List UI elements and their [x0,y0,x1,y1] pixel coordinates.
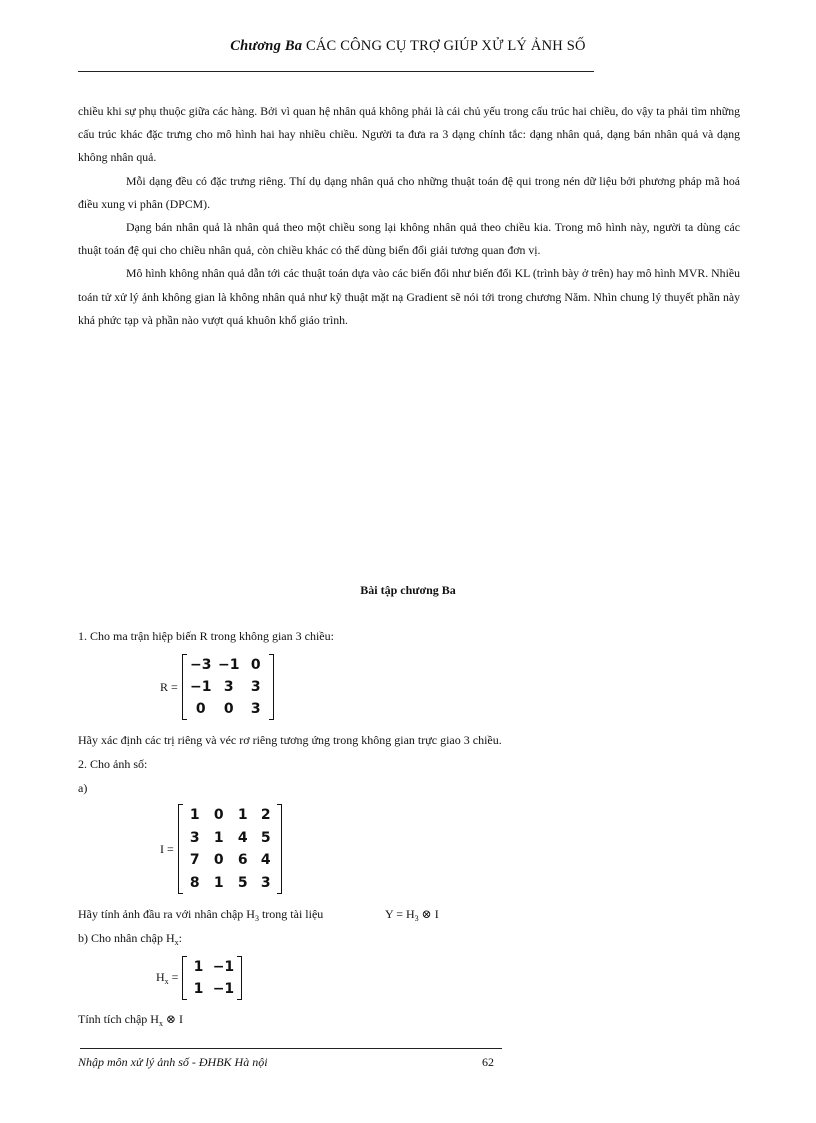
paragraph: chiều khi sự phụ thuộc giữa các hàng. Bởi vì quan hệ nhân quả không phải là cái chủ yếu trong cấu trúc hai chiều, do vậy ta phải tìm những cấu trúc khác đặc trưng cho mô hình hai hay nhiều chiều. Người ta đưa ra 3 dạng chính tắc: dạng nhân quả, dạng bán nhân quả và dạng không nhân quả. [78,104,740,165]
right-bracket [277,804,282,894]
matrix-r [160,654,274,720]
matrix-r-grid [187,654,269,720]
matrix-cell: −3 [190,657,212,673]
page-header [0,38,816,55]
matrix-cell: 7 [189,852,200,868]
exercise-1-intro: 1. Cho ma trận hiệp biến R trong không gian 3 chiều: [78,629,334,643]
paragraph: Mỗi dạng đều có đặc trưng riêng. Thí dụ dạng nhân quả cho những thuật toán đệ qui trong nén dữ liệu bởi phương pháp mã hoá điều xung vi phân (DPCM). [78,173,740,211]
matrix-cell: 6 [237,852,248,868]
paragraph: Mô hình không nhân quả dẫn tới các thuật toán dựa vào các biến đổi như biến đổi KL (trình bày ở trên) hay mô hình MVR. Nhiều toán tử xử lý ảnh không gian là không nhân quả như kỹ thuật mặt nạ Gradient sẽ nói tới trong chương Năm. Nhìn chung lý thuyết phần này khá phức tạp và phần nào vượt quá khuôn khổ giáo trình. [78,266,740,327]
task-suffix: trong tài liệu [258,907,324,921]
matrix-cell: 1 [193,981,204,997]
matrix-cell: 0 [223,701,234,717]
formula-rest: ⊗ I [418,907,439,921]
matrix-cell: 3 [250,679,261,695]
right-bracket [269,654,274,720]
header-divider [78,71,594,72]
matrix-hx-label [156,970,178,986]
matrix-cell: 5 [237,874,248,891]
subscript: x [164,977,169,986]
body-text [78,100,740,332]
matrix-i-grid [183,804,277,894]
matrix-cell: −1 [218,657,240,673]
formula-y [385,907,439,923]
footer-divider [80,1048,398,1049]
exercise-2b-task [78,1012,183,1028]
matrix-cell: 3 [189,829,200,846]
matrix-cell: 5 [260,829,271,846]
matrix-cell: 3 [250,701,261,717]
matrix-hx-grid [187,956,237,1000]
chapter-label: Chương Ba [230,38,303,54]
paragraph: Dạng bán nhân quả là nhân quả theo một chiều song lại không nhân quả theo chiều kia. Trong mô hình này, người ta dùng các thuật toán đệ qui cho chiều nhân quả, còn chiều khác có thể dùng biến đổi giải tương quan đơn vị. [78,220,740,258]
task-suffix: ⊗ I [162,1012,184,1026]
exercise-2b-intro [78,931,182,947]
matrix-r-label: R = [160,679,178,694]
matrix-i [160,804,282,894]
matrix-i-label: I = [160,841,174,856]
right-bracket [237,956,242,1000]
matrix-cell: 2 [260,807,271,823]
exercise-2a-task [78,907,323,923]
footer-source: Nhập môn xử lý ảnh số - ĐHBK Hà nội [78,1055,268,1069]
exercise-2-intro: 2. Cho ảnh số: [78,757,148,771]
exercises-title: Bài tập chương Ba [360,583,456,597]
subscript: x [158,1019,163,1028]
matrix-cell: 4 [237,829,248,846]
intro-text: b) Cho nhân chập H [78,931,175,945]
matrix-cell: 1 [237,807,248,823]
matrix-hx [156,956,242,1000]
matrix-cell: 0 [213,852,224,868]
subscript: 3 [254,914,259,923]
label-text: H [156,970,165,984]
task-text: Tính tích chập H [78,1012,159,1026]
exercise-1-task: Hãy xác định các trị riêng và véc rơ riêng tương ứng trong không gian trực giao 3 chiều. [78,733,502,747]
matrix-cell: 0 [213,807,224,823]
matrix-cell: 3 [223,679,234,695]
task-text: Hãy tính ảnh đầu ra với nhân chập H [78,907,255,921]
matrix-cell: 3 [260,874,271,891]
subscript: x [174,938,179,947]
matrix-cell: 1 [189,807,200,823]
matrix-cell: 0 [195,701,206,717]
matrix-cell: 4 [260,852,271,868]
matrix-cell: −1 [212,981,235,997]
matrix-cell: 1 [213,829,224,846]
intro-suffix: : [178,931,182,945]
label-eq: = [168,970,179,984]
chapter-title: CÁC CÔNG CỤ TRỢ GIÚP XỬ LÝ ẢNH SỐ [306,38,586,54]
matrix-cell: −1 [212,959,235,975]
formula-text: Y = H [385,907,415,921]
footer-divider [398,1048,502,1049]
matrix-cell: 0 [250,657,261,673]
matrix-cell: 1 [193,959,204,975]
page-number: 62 [482,1055,494,1069]
exercise-2a-label: a) [78,781,88,795]
matrix-cell: 8 [189,874,200,891]
matrix-cell: −1 [190,679,212,695]
matrix-cell: 1 [213,874,224,891]
subscript: 3 [414,914,419,923]
